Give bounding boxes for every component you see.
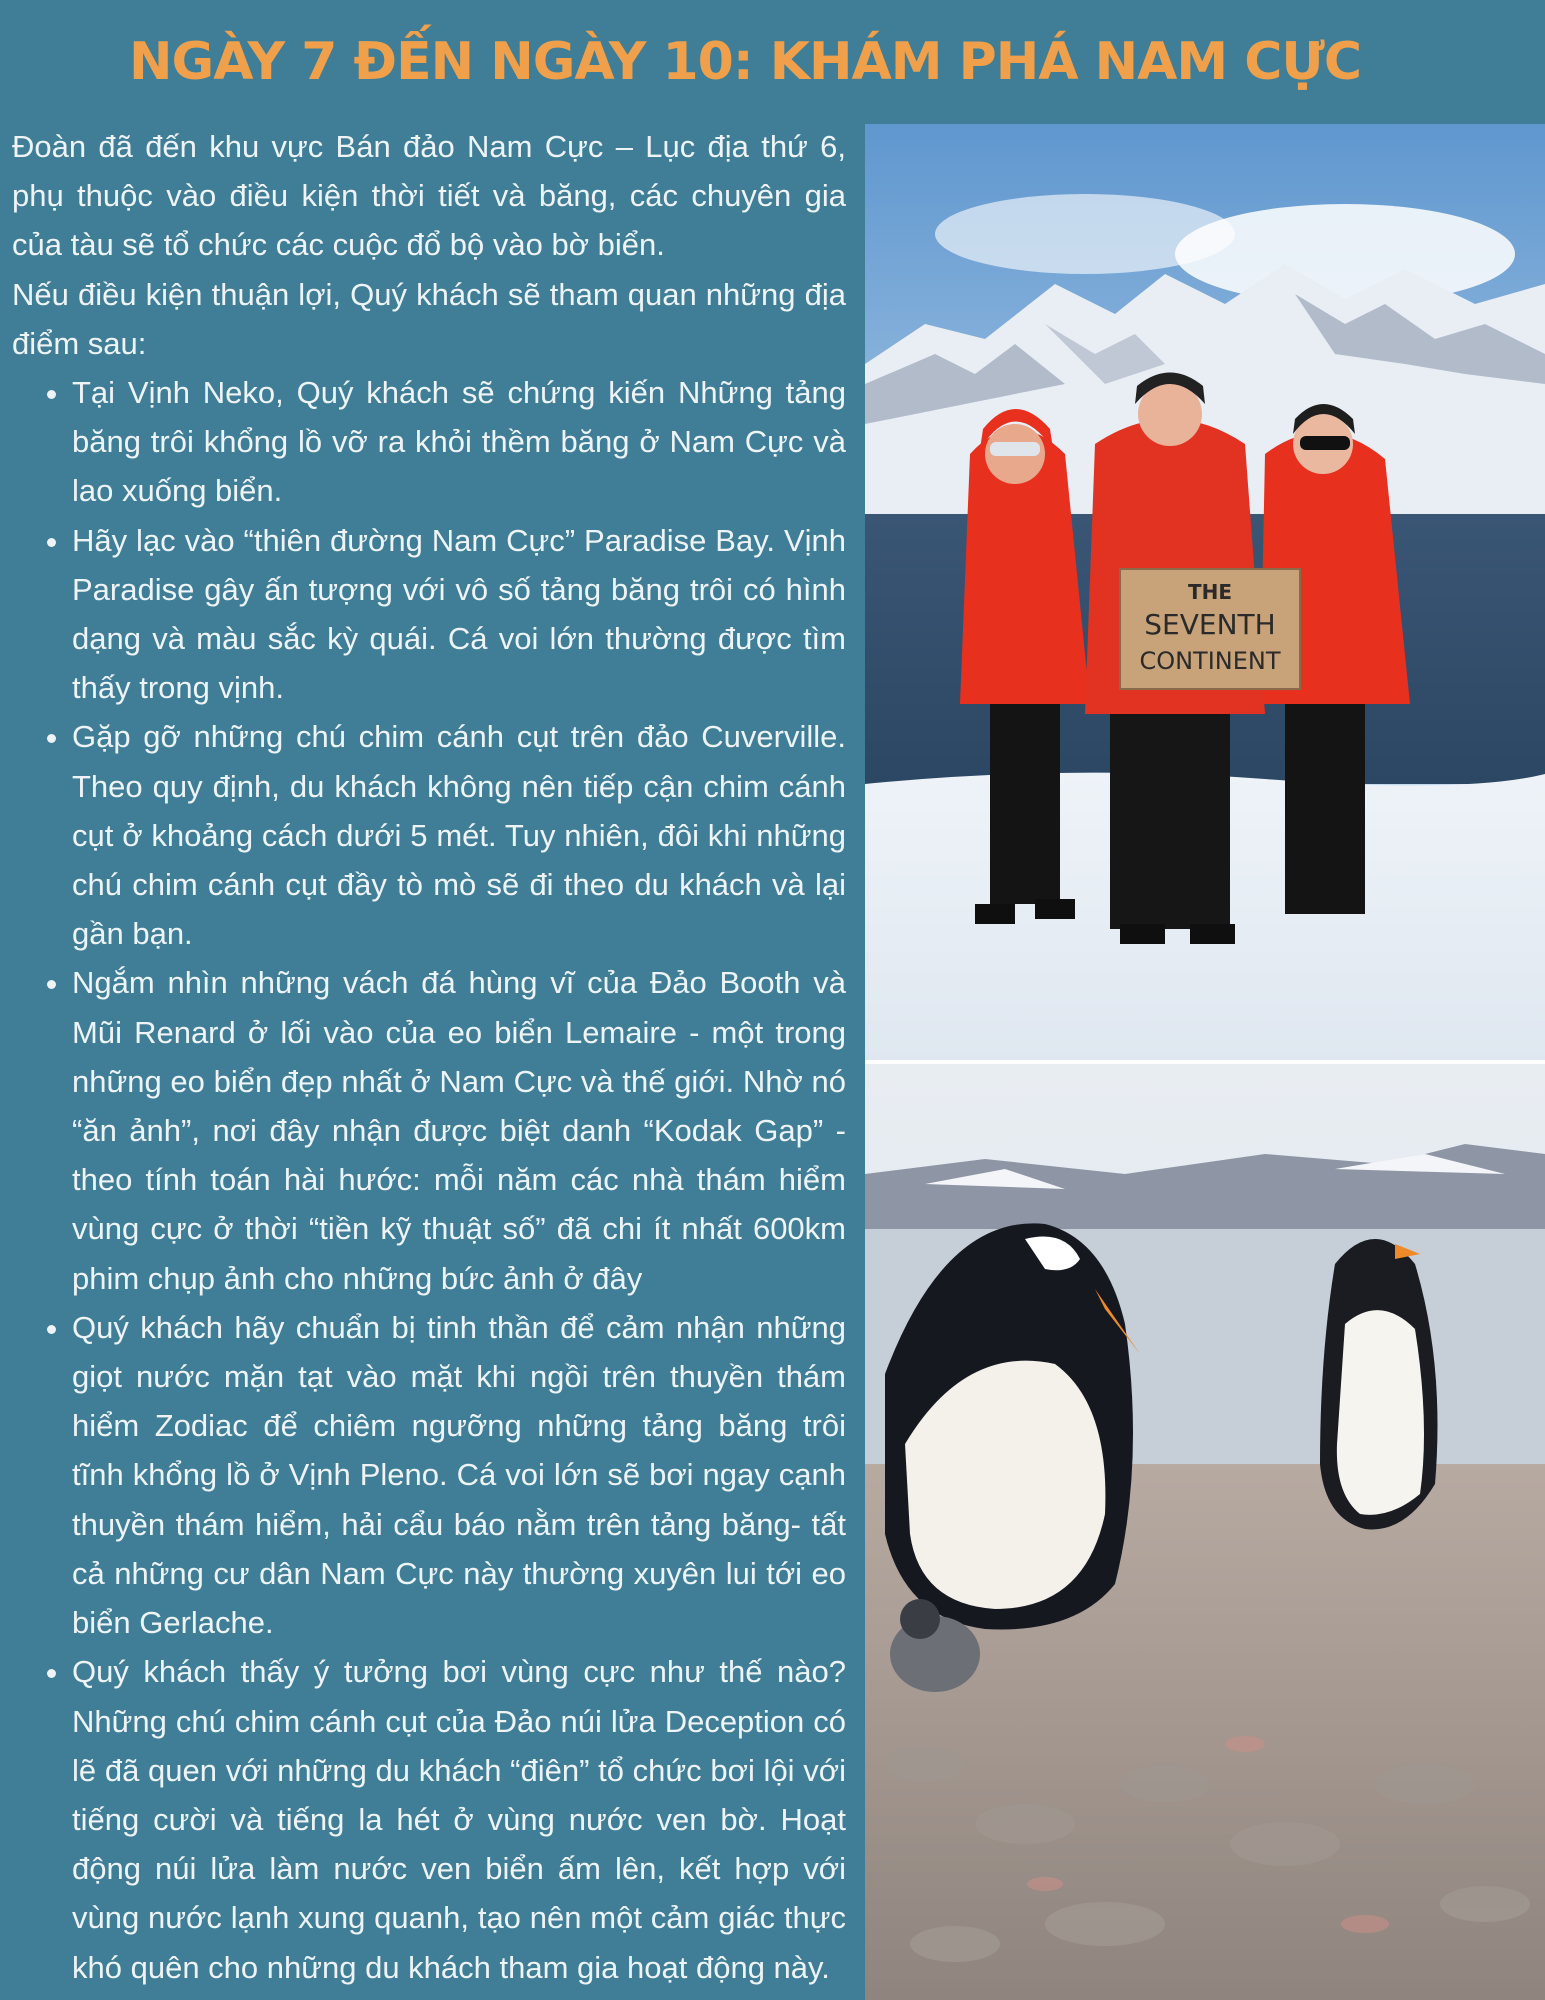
list-item-deception: • Quý khách thấy ý tưởng bơi vùng cực như thế nào? Những chú chim cánh cụt của Đảo núi lửa Deception có lẽ đã quen với những du khách “điên” tổ chức bơi lội với tiếng cười và tiếng la hét ở vùng nước ven bờ. Hoạt động núi lửa làm nước ven biển ấm lên, kết hợp với vùng nước lạnh xung quanh, tạo nên một cảm giác thực khó quên cho những du khách tham gia hoạt động này. <box>72 1647 846 1991</box>
sign-line-1: THE <box>1187 580 1233 604</box>
list-item-pleneau: • Quý khách hãy chuẩn bị tinh thần để cảm nhận những giọt nước mặn tạt vào mặt khi ngồi trên thuyền thám hiểm Zodiac để chiêm ngưỡng những tảng băng trôi tĩnh khổng lồ ở Vịnh Pleno. Cá voi lớn sẽ bơi ngay cạnh thuyền thám hiểm, hải cẩu báo nằm trên tảng băng- tất cả những cư dân Nam Cực này thường xuyên lui tới eo biển Gerlache. <box>72 1303 846 1647</box>
sign-line-2: SEVENTH <box>1144 608 1276 641</box>
list-item-neko-bay: • Tại Vịnh Neko, Quý khách sẽ chứng kiến Những tảng băng trôi khổng lồ vỡ ra khỏi thềm băng ở Nam Cực và lao xuống biển. <box>72 368 846 516</box>
photo-travelers <box>865 124 1545 1060</box>
destination-list <box>12 368 846 1992</box>
list-item-paradise-bay: • Hãy lạc vào “thiên đường Nam Cực” Paradise Bay. Vịnh Paradise gây ấn tượng với vô số tảng băng trôi có hình dạng và màu sắc kỳ quái. Cá voi lớn thường được tìm thấy trong vịnh. <box>72 516 846 713</box>
intro-lead: Nếu điều kiện thuận lợi, Quý khách sẽ tham quan những địa điểm sau: <box>12 276 846 361</box>
sign-line-3: CONTINENT <box>1139 647 1281 675</box>
photo-penguins <box>865 1064 1545 2000</box>
page-title: NGÀY 7 ĐẾN NGÀY 10: KHÁM PHÁ NAM CỰC <box>129 32 1361 92</box>
intro-paragraph: Đoàn đã đến khu vực Bán đảo Nam Cực – Lục địa thứ 6, phụ thuộc vào điều kiện thời tiết và băng, các chuyên gia của tàu sẽ tổ chức các cuộc đổ bộ vào bờ biển. <box>12 129 846 263</box>
list-item-lemaire: • Ngắm nhìn những vách đá hùng vĩ của Đảo Booth và Mũi Renard ở lối vào của eo biển Lemaire - một trong những eo biển đẹp nhất ở Nam Cực và thế giới. Nhờ nó “ăn ảnh”, nơi đây nhận được biệt danh “Kodak Gap” - theo tính toán hài hước: mỗi năm các nhà thám hiểm vùng cực ở thời “tiền kỹ thuật số” đã chi ít nhất 600km phim chụp ảnh cho những bức ảnh ở đây <box>72 958 846 1302</box>
article-body <box>12 122 846 1992</box>
list-item-cuverville: • Gặp gỡ những chú chim cánh cụt trên đảo Cuverville. Theo quy định, du khách không nên tiếp cận chim cánh cụt ở khoảng cách dưới 5 mét. Tuy nhiên, đôi khi những chú chim cánh cụt đầy tò mò sẽ đi theo du khách và lại gần bạn. <box>72 712 846 958</box>
